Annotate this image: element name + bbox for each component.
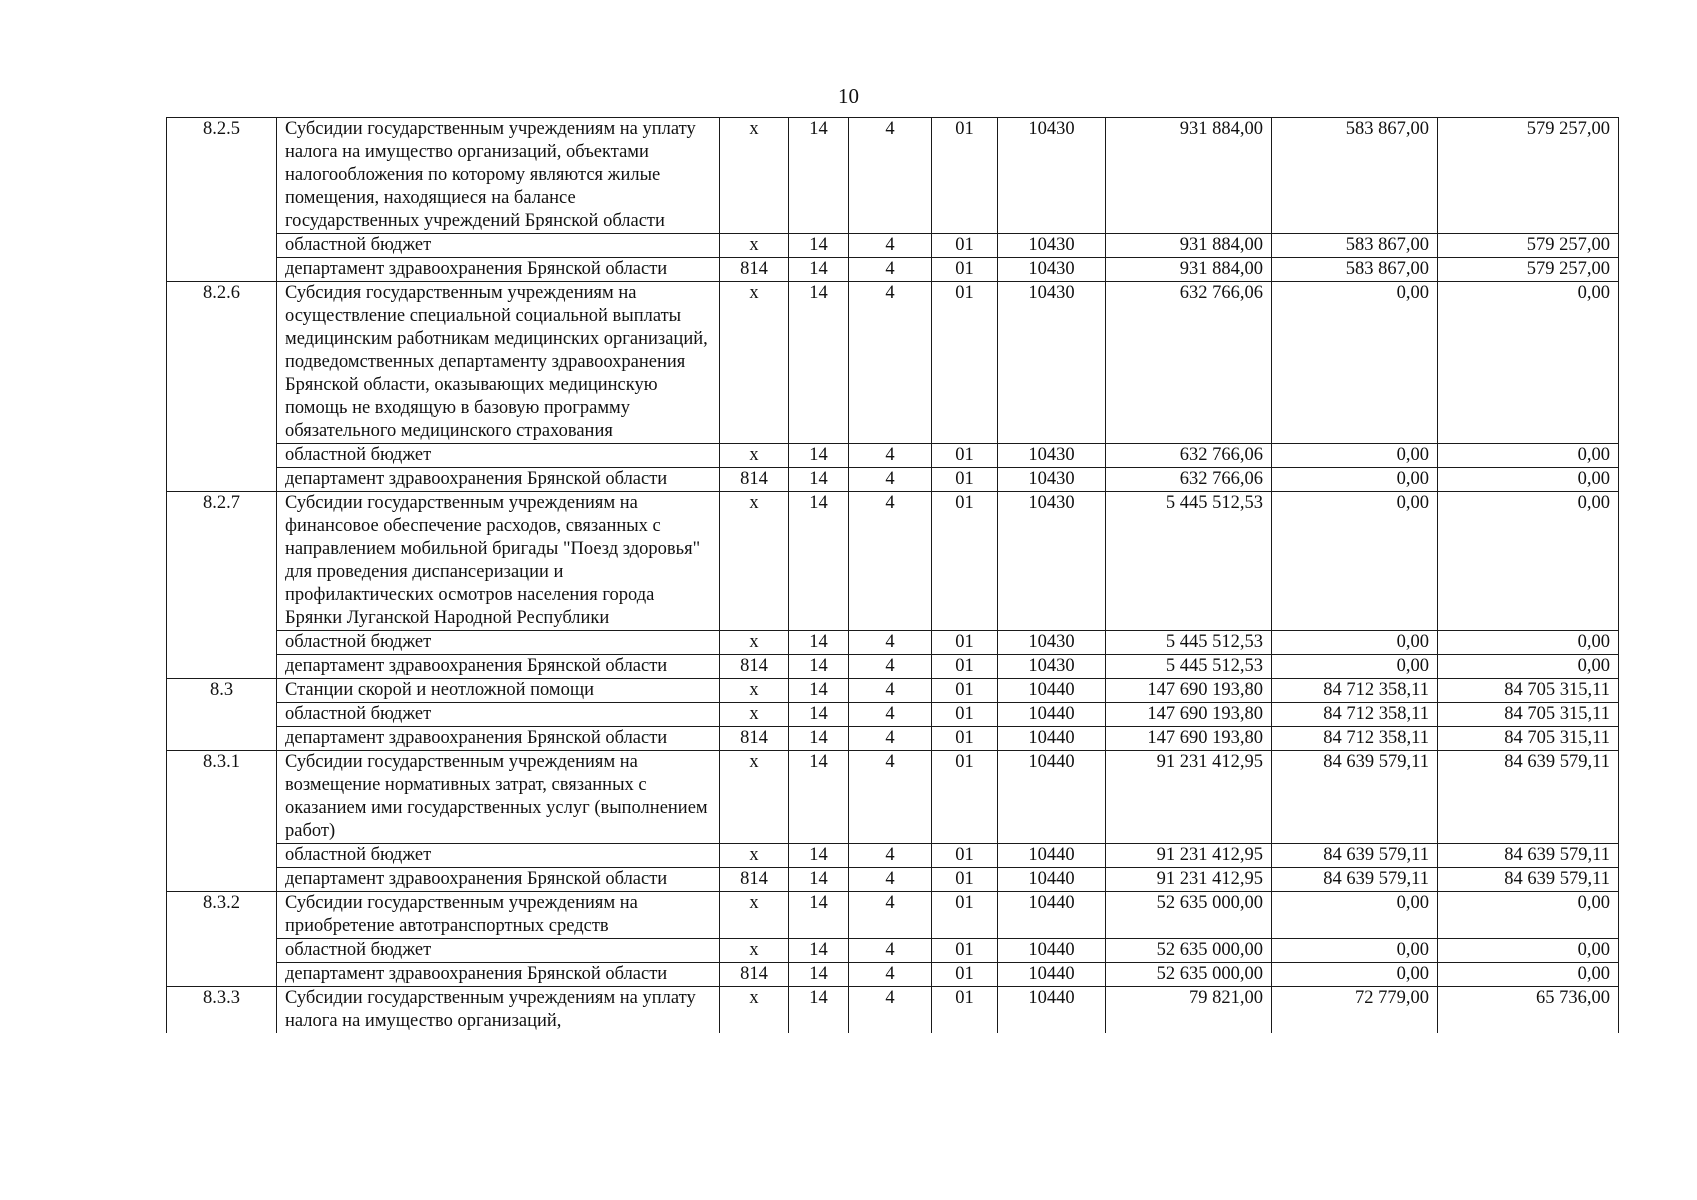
row-name: Субсидия государственным учреждениям на осуществление специальной социальной выплаты медицинским работникам медицинских организаций, подведомственных департаменту здравоохранения Брянской области, оказывающих медицинскую помощь не входящую в базовую программу обязательного медицинского страхования bbox=[277, 282, 720, 444]
program-code: 01 bbox=[932, 844, 998, 868]
amount-year-2: 84 712 358,11 bbox=[1272, 703, 1438, 727]
target-code: 10430 bbox=[998, 468, 1106, 492]
row-name: департамент здравоохранения Брянской области bbox=[277, 655, 720, 679]
amount-year-3: 0,00 bbox=[1438, 492, 1619, 631]
target-code: 10440 bbox=[998, 987, 1106, 1034]
table-row bbox=[167, 492, 1619, 631]
subsection-code: 4 bbox=[849, 118, 932, 234]
program-code: 01 bbox=[932, 727, 998, 751]
grbs-code: 814 bbox=[720, 868, 789, 892]
table-row bbox=[167, 963, 1619, 987]
target-code: 10440 bbox=[998, 963, 1106, 987]
table-row bbox=[167, 844, 1619, 868]
row-name: департамент здравоохранения Брянской области bbox=[277, 963, 720, 987]
amount-year-1: 931 884,00 bbox=[1106, 234, 1272, 258]
amount-year-2: 84 639 579,11 bbox=[1272, 751, 1438, 844]
section-code: 14 bbox=[789, 939, 849, 963]
row-name: областной бюджет bbox=[277, 939, 720, 963]
amount-year-2: 0,00 bbox=[1272, 892, 1438, 939]
row-name: департамент здравоохранения Брянской области bbox=[277, 468, 720, 492]
amount-year-2: 583 867,00 bbox=[1272, 234, 1438, 258]
program-code: 01 bbox=[932, 963, 998, 987]
grbs-code: х bbox=[720, 939, 789, 963]
target-code: 10430 bbox=[998, 234, 1106, 258]
target-code: 10430 bbox=[998, 655, 1106, 679]
amount-year-1: 5 445 512,53 bbox=[1106, 655, 1272, 679]
subsection-code: 4 bbox=[849, 868, 932, 892]
grbs-code: 814 bbox=[720, 655, 789, 679]
subsection-code: 4 bbox=[849, 655, 932, 679]
amount-year-1: 147 690 193,80 bbox=[1106, 727, 1272, 751]
target-code: 10440 bbox=[998, 868, 1106, 892]
section-code: 14 bbox=[789, 444, 849, 468]
table-row bbox=[167, 892, 1619, 939]
budget-table bbox=[166, 117, 1619, 1033]
table-row bbox=[167, 444, 1619, 468]
target-code: 10430 bbox=[998, 282, 1106, 444]
amount-year-1: 147 690 193,80 bbox=[1106, 703, 1272, 727]
subsection-code: 4 bbox=[849, 282, 932, 444]
section-code: 14 bbox=[789, 655, 849, 679]
amount-year-1: 5 445 512,53 bbox=[1106, 492, 1272, 631]
grbs-code: х bbox=[720, 631, 789, 655]
subsection-code: 4 bbox=[849, 987, 932, 1034]
grbs-code: х bbox=[720, 444, 789, 468]
amount-year-2: 72 779,00 bbox=[1272, 987, 1438, 1034]
subsection-code: 4 bbox=[849, 234, 932, 258]
item-number: 8.3.2 bbox=[167, 892, 277, 987]
section-code: 14 bbox=[789, 868, 849, 892]
amount-year-3: 84 705 315,11 bbox=[1438, 703, 1619, 727]
target-code: 10440 bbox=[998, 844, 1106, 868]
program-code: 01 bbox=[932, 679, 998, 703]
amount-year-3: 84 705 315,11 bbox=[1438, 727, 1619, 751]
program-code: 01 bbox=[932, 987, 998, 1034]
amount-year-1: 147 690 193,80 bbox=[1106, 679, 1272, 703]
amount-year-1: 632 766,06 bbox=[1106, 468, 1272, 492]
table-row bbox=[167, 631, 1619, 655]
section-code: 14 bbox=[789, 963, 849, 987]
row-name: областной бюджет bbox=[277, 631, 720, 655]
amount-year-3: 579 257,00 bbox=[1438, 258, 1619, 282]
amount-year-3: 0,00 bbox=[1438, 631, 1619, 655]
subsection-code: 4 bbox=[849, 892, 932, 939]
grbs-code: 814 bbox=[720, 468, 789, 492]
section-code: 14 bbox=[789, 727, 849, 751]
amount-year-1: 632 766,06 bbox=[1106, 282, 1272, 444]
amount-year-1: 91 231 412,95 bbox=[1106, 751, 1272, 844]
amount-year-3: 0,00 bbox=[1438, 939, 1619, 963]
program-code: 01 bbox=[932, 751, 998, 844]
amount-year-3: 84 639 579,11 bbox=[1438, 751, 1619, 844]
item-number: 8.2.7 bbox=[167, 492, 277, 679]
amount-year-2: 84 639 579,11 bbox=[1272, 868, 1438, 892]
amount-year-2: 0,00 bbox=[1272, 963, 1438, 987]
target-code: 10430 bbox=[998, 258, 1106, 282]
subsection-code: 4 bbox=[849, 963, 932, 987]
section-code: 14 bbox=[789, 844, 849, 868]
subsection-code: 4 bbox=[849, 939, 932, 963]
section-code: 14 bbox=[789, 282, 849, 444]
table-row bbox=[167, 703, 1619, 727]
item-number: 8.3.1 bbox=[167, 751, 277, 892]
item-number: 8.2.5 bbox=[167, 118, 277, 282]
subsection-code: 4 bbox=[849, 703, 932, 727]
amount-year-2: 84 639 579,11 bbox=[1272, 844, 1438, 868]
amount-year-3: 0,00 bbox=[1438, 282, 1619, 444]
amount-year-2: 84 712 358,11 bbox=[1272, 727, 1438, 751]
table-row bbox=[167, 282, 1619, 444]
section-code: 14 bbox=[789, 679, 849, 703]
item-number: 8.3.3 bbox=[167, 987, 277, 1034]
amount-year-3: 84 639 579,11 bbox=[1438, 868, 1619, 892]
subsection-code: 4 bbox=[849, 679, 932, 703]
amount-year-3: 84 705 315,11 bbox=[1438, 679, 1619, 703]
grbs-code: х bbox=[720, 234, 789, 258]
amount-year-1: 52 635 000,00 bbox=[1106, 892, 1272, 939]
amount-year-3: 0,00 bbox=[1438, 468, 1619, 492]
table-row bbox=[167, 655, 1619, 679]
amount-year-3: 84 639 579,11 bbox=[1438, 844, 1619, 868]
subsection-code: 4 bbox=[849, 727, 932, 751]
row-name: департамент здравоохранения Брянской области bbox=[277, 258, 720, 282]
grbs-code: х bbox=[720, 844, 789, 868]
program-code: 01 bbox=[932, 868, 998, 892]
table-row bbox=[167, 258, 1619, 282]
page-number: 10 bbox=[838, 84, 859, 108]
target-code: 10440 bbox=[998, 703, 1106, 727]
row-name: департамент здравоохранения Брянской области bbox=[277, 868, 720, 892]
grbs-code: х bbox=[720, 703, 789, 727]
amount-year-2: 0,00 bbox=[1272, 444, 1438, 468]
row-name: Субсидии государственным учреждениям на финансовое обеспечение расходов, связанных с направлением мобильной бригады "Поезд здоровья" для проведения диспансеризации и профилактических осмотров населения города Брянки Луганской Народной Республики bbox=[277, 492, 720, 631]
row-name: областной бюджет bbox=[277, 444, 720, 468]
amount-year-1: 91 231 412,95 bbox=[1106, 844, 1272, 868]
target-code: 10430 bbox=[998, 118, 1106, 234]
amount-year-2: 0,00 bbox=[1272, 492, 1438, 631]
program-code: 01 bbox=[932, 655, 998, 679]
amount-year-3: 65 736,00 bbox=[1438, 987, 1619, 1034]
amount-year-2: 84 712 358,11 bbox=[1272, 679, 1438, 703]
amount-year-1: 52 635 000,00 bbox=[1106, 939, 1272, 963]
amount-year-1: 931 884,00 bbox=[1106, 258, 1272, 282]
grbs-code: х bbox=[720, 118, 789, 234]
row-name: Субсидии государственным учреждениям на приобретение автотранспортных средств bbox=[277, 892, 720, 939]
target-code: 10440 bbox=[998, 751, 1106, 844]
subsection-code: 4 bbox=[849, 844, 932, 868]
program-code: 01 bbox=[932, 703, 998, 727]
item-number: 8.3 bbox=[167, 679, 277, 751]
section-code: 14 bbox=[789, 468, 849, 492]
amount-year-2: 0,00 bbox=[1272, 939, 1438, 963]
table-row bbox=[167, 234, 1619, 258]
section-code: 14 bbox=[789, 987, 849, 1034]
grbs-code: 814 bbox=[720, 727, 789, 751]
section-code: 14 bbox=[789, 892, 849, 939]
program-code: 01 bbox=[932, 444, 998, 468]
target-code: 10430 bbox=[998, 444, 1106, 468]
section-code: 14 bbox=[789, 492, 849, 631]
amount-year-1: 931 884,00 bbox=[1106, 118, 1272, 234]
amount-year-3: 579 257,00 bbox=[1438, 234, 1619, 258]
target-code: 10440 bbox=[998, 939, 1106, 963]
amount-year-2: 0,00 bbox=[1272, 282, 1438, 444]
program-code: 01 bbox=[932, 939, 998, 963]
target-code: 10440 bbox=[998, 727, 1106, 751]
table-row bbox=[167, 727, 1619, 751]
table-row bbox=[167, 679, 1619, 703]
program-code: 01 bbox=[932, 492, 998, 631]
program-code: 01 bbox=[932, 234, 998, 258]
subsection-code: 4 bbox=[849, 631, 932, 655]
program-code: 01 bbox=[932, 118, 998, 234]
program-code: 01 bbox=[932, 468, 998, 492]
grbs-code: х bbox=[720, 679, 789, 703]
section-code: 14 bbox=[789, 258, 849, 282]
amount-year-3: 579 257,00 bbox=[1438, 118, 1619, 234]
amount-year-2: 0,00 bbox=[1272, 631, 1438, 655]
item-number: 8.2.6 bbox=[167, 282, 277, 492]
amount-year-3: 0,00 bbox=[1438, 963, 1619, 987]
table-row bbox=[167, 751, 1619, 844]
row-name: Станции скорой и неотложной помощи bbox=[277, 679, 720, 703]
grbs-code: 814 bbox=[720, 258, 789, 282]
table-row bbox=[167, 939, 1619, 963]
section-code: 14 bbox=[789, 631, 849, 655]
row-name: областной бюджет bbox=[277, 234, 720, 258]
row-name: Субсидии государственным учреждениям на уплату налога на имущество организаций, bbox=[277, 987, 720, 1034]
program-code: 01 bbox=[932, 258, 998, 282]
grbs-code: х bbox=[720, 282, 789, 444]
section-code: 14 bbox=[789, 751, 849, 844]
subsection-code: 4 bbox=[849, 751, 932, 844]
program-code: 01 bbox=[932, 892, 998, 939]
section-code: 14 bbox=[789, 703, 849, 727]
amount-year-1: 79 821,00 bbox=[1106, 987, 1272, 1034]
amount-year-2: 0,00 bbox=[1272, 655, 1438, 679]
grbs-code: х bbox=[720, 892, 789, 939]
table-row bbox=[167, 987, 1619, 1034]
program-code: 01 bbox=[932, 631, 998, 655]
target-code: 10440 bbox=[998, 679, 1106, 703]
amount-year-2: 583 867,00 bbox=[1272, 118, 1438, 234]
target-code: 10440 bbox=[998, 892, 1106, 939]
grbs-code: 814 bbox=[720, 963, 789, 987]
amount-year-1: 632 766,06 bbox=[1106, 444, 1272, 468]
amount-year-3: 0,00 bbox=[1438, 892, 1619, 939]
amount-year-2: 583 867,00 bbox=[1272, 258, 1438, 282]
amount-year-1: 52 635 000,00 bbox=[1106, 963, 1272, 987]
grbs-code: х bbox=[720, 987, 789, 1034]
subsection-code: 4 bbox=[849, 258, 932, 282]
table-row bbox=[167, 868, 1619, 892]
section-code: 14 bbox=[789, 118, 849, 234]
section-code: 14 bbox=[789, 234, 849, 258]
grbs-code: х bbox=[720, 492, 789, 631]
row-name: областной бюджет bbox=[277, 703, 720, 727]
row-name: областной бюджет bbox=[277, 844, 720, 868]
row-name: Субсидии государственным учреждениям на возмещение нормативных затрат, связанных с оказанием ими государственных услуг (выполнением работ) bbox=[277, 751, 720, 844]
row-name: департамент здравоохранения Брянской области bbox=[277, 727, 720, 751]
target-code: 10430 bbox=[998, 631, 1106, 655]
program-code: 01 bbox=[932, 282, 998, 444]
amount-year-2: 0,00 bbox=[1272, 468, 1438, 492]
table-row bbox=[167, 468, 1619, 492]
amount-year-3: 0,00 bbox=[1438, 655, 1619, 679]
amount-year-1: 91 231 412,95 bbox=[1106, 868, 1272, 892]
amount-year-3: 0,00 bbox=[1438, 444, 1619, 468]
subsection-code: 4 bbox=[849, 444, 932, 468]
subsection-code: 4 bbox=[849, 492, 932, 631]
target-code: 10430 bbox=[998, 492, 1106, 631]
amount-year-1: 5 445 512,53 bbox=[1106, 631, 1272, 655]
grbs-code: х bbox=[720, 751, 789, 844]
table-row bbox=[167, 118, 1619, 234]
row-name: Субсидии государственным учреждениям на уплату налога на имущество организаций, объектами налогообложения по которому являются жилые помещения, находящиеся на балансе государственных учреждений Брянской области bbox=[277, 118, 720, 234]
subsection-code: 4 bbox=[849, 468, 932, 492]
